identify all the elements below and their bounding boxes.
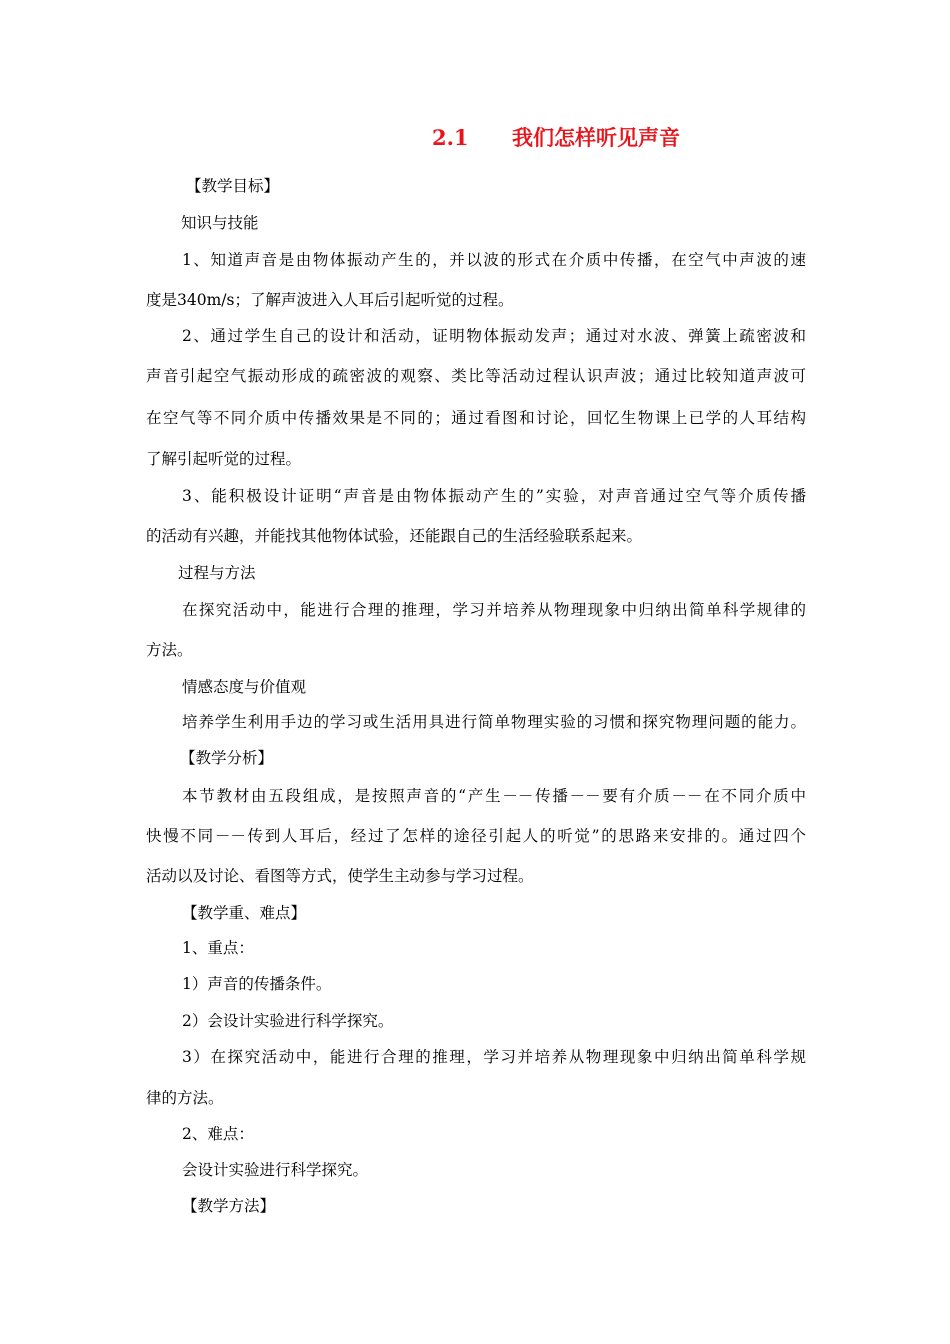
- page-title: [432, 124, 680, 152]
- heading-key-difficult-points: 【教学重、难点】: [182, 904, 307, 922]
- heading-teaching-goals: 【教学目标】: [186, 177, 280, 195]
- paragraph-line: 会设计实验进行科学探究。: [182, 1161, 369, 1179]
- list-heading: 2、难点：: [182, 1125, 254, 1143]
- list-item: 3）在探究活动中，能进行合理的推理，学习并培养从物理现象中归纳出简单科学规: [182, 1048, 806, 1066]
- paragraph-line: 2、通过学生自己的设计和活动，证明物体振动发声；通过对水波、弹簧上疏密波和: [182, 327, 806, 345]
- heading-teaching-method: 【教学方法】: [182, 1197, 276, 1215]
- subheading-process-method: 过程与方法: [178, 564, 256, 582]
- paragraph-line: 律的方法。: [146, 1089, 224, 1107]
- paragraph-line: 的活动有兴趣，并能找其他物体试验，还能跟自己的生活经验联系起来。: [146, 527, 643, 545]
- list-item: 1）声音的传播条件。: [182, 975, 332, 993]
- paragraph-line: 在探究活动中，能进行合理的推理，学习并培养从物理现象中归纳出简单科学规律的: [182, 601, 806, 619]
- heading-teaching-analysis: 【教学分析】: [180, 749, 274, 767]
- paragraph-line: 培养学生利用手边的学习或生活用具进行简单物理实验的习惯和探究物理问题的能力。: [182, 713, 806, 731]
- list-heading: 1、重点：: [182, 939, 254, 957]
- paragraph-line: 3、能积极设计证明“声音是由物体振动产生的”实验，对声音通过空气等介质传播: [182, 487, 806, 505]
- paragraph-line: 声音引起空气振动形成的疏密波的观察、类比等活动过程认识声波；通过比较知道声波可: [146, 367, 806, 385]
- paragraph-line: 1、知道声音是由物体振动产生的，并以波的形式在介质中传播，在空气中声波的速: [182, 251, 806, 269]
- title-text: 我们怎样听见声音: [512, 125, 680, 150]
- list-item: 2）会设计实验进行科学探究。: [182, 1012, 394, 1030]
- title-number: 2.1: [432, 125, 469, 150]
- paragraph-line: 度是340m/s；了解声波进入人耳后引起听觉的过程。: [146, 291, 514, 309]
- paragraph-line: 方法。: [146, 641, 193, 659]
- subheading-knowledge-skills: 知识与技能: [181, 214, 259, 232]
- paragraph-line: 活动以及讨论、看图等方式，使学生主动参与学习过程。: [146, 867, 534, 885]
- paragraph-line: 本节教材由五段组成，是按照声音的“产生－－传播－－要有介质－－在不同介质中: [182, 787, 806, 805]
- subheading-attitude-values: 情感态度与价值观: [182, 678, 307, 696]
- paragraph-line: 了解引起听觉的过程。: [146, 450, 302, 468]
- paragraph-line: 在空气等不同介质中传播效果是不同的；通过看图和讨论，回忆生物课上已学的人耳结构: [146, 409, 806, 427]
- paragraph-line: 快慢不同－－传到人耳后，经过了怎样的途径引起人的听觉”的思路来安排的。通过四个: [146, 827, 806, 845]
